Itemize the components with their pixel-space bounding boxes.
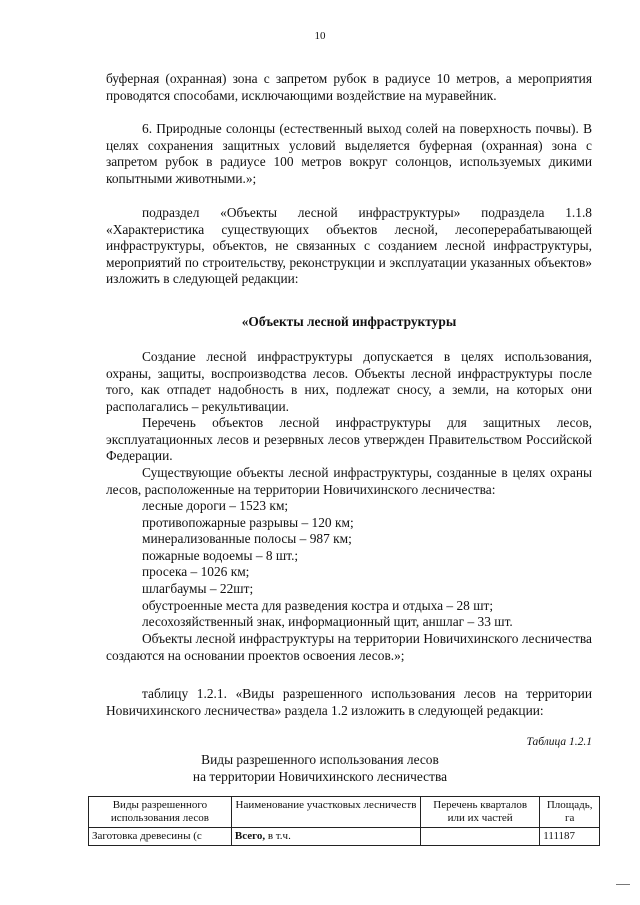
- table-title: [0, 752, 640, 785]
- permitted-use-table: [88, 796, 600, 846]
- header-quarters: Перечень кварталов или их частей: [421, 797, 540, 828]
- paragraph-salt-licks: 6. Природные солонцы (естественный выход солей на поверхность почвы). В целях сохранения защитных условий выделяется буферная (охранная) зона с запретом рубок в радиусе 100 метров вокруг солонцов, используемых дикими копытными животными.»;: [106, 121, 592, 186]
- list-item: обустроенные места для разведения костра и отдыха – 28 шт;: [142, 597, 494, 613]
- table-header-row: [89, 797, 600, 828]
- cell-area: 111187: [540, 828, 600, 846]
- paragraph-objects-creation-basis: Объекты лесной инфраструктуры на территории Новичихинского лесничества создаются на основании проектов освоения лесов.»;: [106, 631, 592, 663]
- table-title-line: на территории Новичихинского лесничества: [192, 768, 448, 784]
- list-item: минерализованные полосы – 987 км;: [142, 531, 352, 547]
- list-item: просека – 1026 км;: [142, 564, 250, 580]
- paragraph-existing-objects: Существующие объекты лесной инфраструктуры, созданные в целях охраны лесов, расположенные на территории Новичихинского лесничества:: [106, 465, 592, 497]
- list-item: лесохозяйственный знак, информационный щит, аншлаг – 33 шт.: [142, 614, 513, 630]
- infrastructure-list: [106, 498, 592, 631]
- paragraph-infrastructure-list-approval: Перечень объектов лесной инфраструктуры для защитных лесов, эксплуатационных лесов и резервных лесов утвержден Правительством Российской Федерации.: [106, 415, 592, 464]
- list-item: пожарные водоемы – 8 шт.;: [142, 547, 299, 563]
- paragraph-anthill-zone: буферная (охранная) зона с запретом рубок в радиусе 10 метров, а мероприятия проводятся способами, исключающими воздействие на муравейник.: [106, 71, 592, 103]
- cell-use-type: Заготовка древесины (с: [89, 828, 232, 846]
- cell-district-rest: в т.ч.: [265, 830, 291, 842]
- paragraph-infrastructure-creation: Создание лесной инфраструктуры допускается в целях использования, охраны, защиты, воспроизводства лесов. Объекты лесной инфраструктуры после того, как отпадет надобность в них, подлежат сносу, а земли, на которых они располагались – рекультивации.: [106, 349, 592, 414]
- list-item: противопожарные разрывы – 120 км;: [142, 514, 354, 530]
- scan-edge-mark: [616, 884, 630, 885]
- header-area: Площадь, га: [540, 797, 600, 828]
- table-title-line: Виды разрешенного использования лесов: [201, 752, 439, 767]
- cell-quarters: [421, 828, 540, 846]
- paragraph-table-amendment: таблицу 1.2.1. «Виды разрешенного использования лесов на территории Новичихинского лесничества» раздела 1.2 изложить в следующей редакции:: [106, 686, 592, 718]
- list-item: лесные дороги – 1523 км;: [142, 498, 289, 513]
- cell-district: [231, 828, 420, 846]
- page-number: 10: [314, 30, 326, 42]
- header-use-types: Виды разрешенного использования лесов: [89, 797, 232, 828]
- paragraph-subsection-amendment: подраздел «Объекты лесной инфраструктуры» подраздела 1.1.8 «Характеристика существующих объектов лесной, лесоперерабатывающей инфраструктуры, объектов, не связанных с созданием лесной инфраструктуры, мероприятий по строительству, реконструкции и эксплуатации указанных объектов» изложить в следующей редакции:: [106, 205, 592, 287]
- section-heading: «Объекты лесной инфраструктуры: [241, 314, 457, 329]
- header-district-forestries: Наименование участковых лесничеств: [231, 797, 420, 828]
- list-item: шлагбаумы – 22шт;: [142, 580, 254, 596]
- cell-district-total: Всего,: [234, 830, 266, 842]
- table-caption: Таблица 1.2.1: [526, 736, 592, 748]
- table-row: [89, 828, 600, 846]
